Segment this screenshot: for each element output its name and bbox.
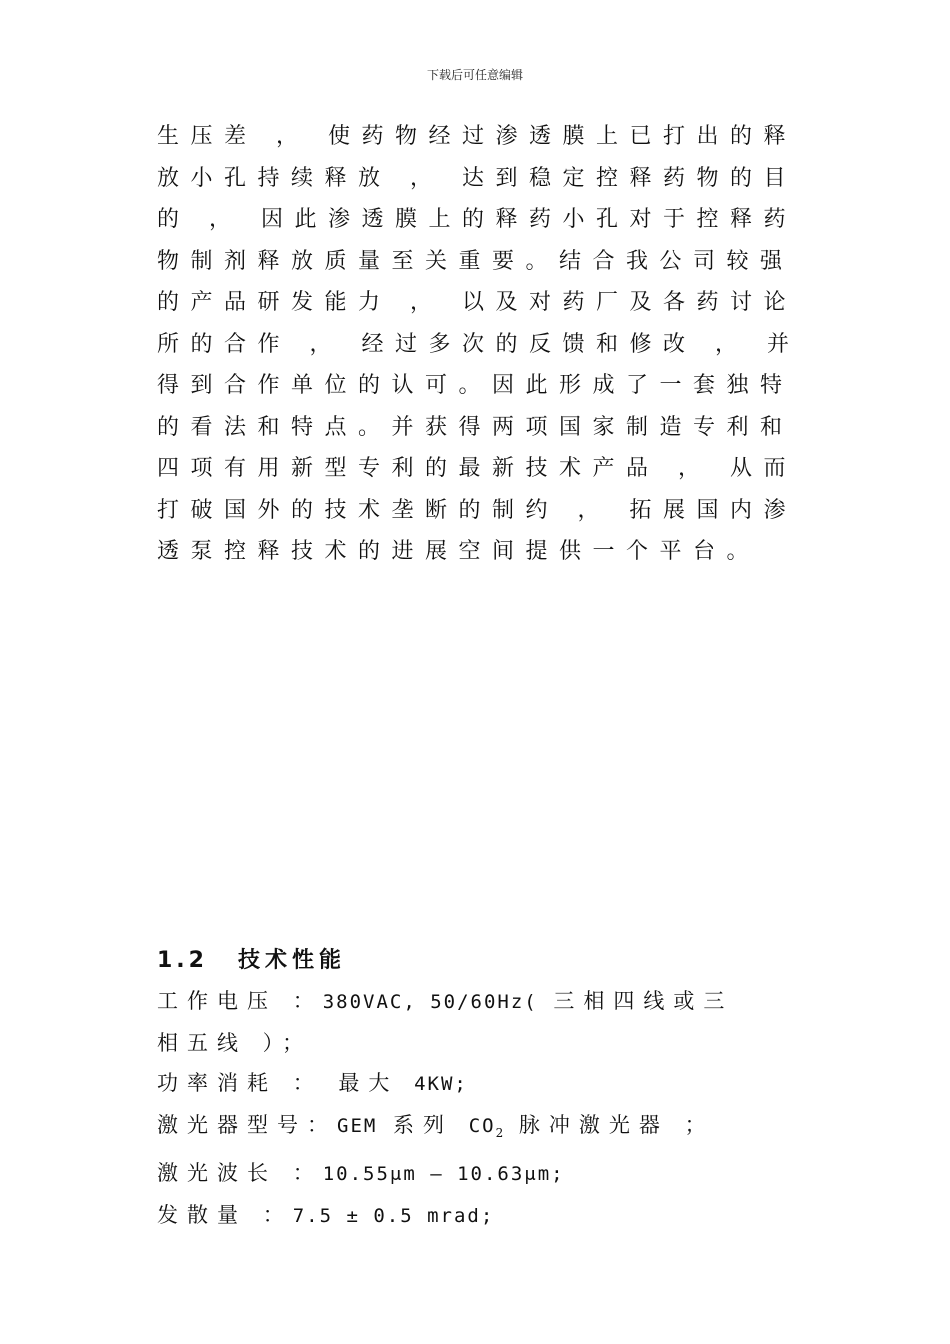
spec-value: 380VAC, 50/60Hz(: [322, 991, 538, 1013]
spec-voltage: [157, 981, 797, 1023]
spec-divergence: [157, 1195, 797, 1237]
page-header-note: 下载后可任意编辑: [426, 68, 523, 82]
paragraph-line: 的 ， 因此渗透膜上的释药小孔对于控释药: [157, 207, 797, 232]
paragraph-line: 的看法和特点。并获得两项国家制造专利和: [157, 414, 794, 440]
section-title: 技术性能: [237, 948, 346, 973]
spec-value: 系列: [393, 1112, 454, 1137]
spec-value: 10.55μm – 10.63μm;: [322, 1163, 565, 1186]
spec-power: [157, 1063, 797, 1105]
spec-list: [157, 981, 797, 1236]
spec-separator: ：: [292, 1071, 323, 1095]
section-number: 1.2: [157, 948, 208, 973]
paragraph-line: 的产品研发能力 ， 以及对药厂及各药讨论: [157, 290, 797, 315]
body-paragraph: [157, 116, 801, 573]
paragraph-line: 打破国外的技术垄断的制约 ， 拓展国内渗: [157, 497, 797, 523]
paragraph-line: 四项有用新型专利的最新技术产品 ， 从而: [157, 456, 797, 481]
paragraph-line: 物制剂释放质量至关重要。结合我公司较强: [157, 248, 794, 274]
spec-laser-model: [157, 1105, 797, 1154]
paragraph-line: 生压差 ， 使药物经过渗透膜上已打出的释: [157, 124, 797, 149]
paragraph-line: 所的合作 ， 经过多次的反馈和修改 ， 并: [157, 331, 801, 357]
spec-separator: ：: [292, 1161, 323, 1186]
spec-separator: ：: [307, 1112, 337, 1137]
paragraph-line: 放小孔持续释放 ， 达到稳定控释药物的目: [157, 165, 797, 191]
spec-label: 功率消耗: [157, 1071, 277, 1095]
spec-label: 激光波长: [157, 1161, 277, 1186]
spec-separator: ：: [292, 989, 323, 1013]
spec-value: GEM: [337, 1114, 378, 1137]
spec-label: 激光器型号: [157, 1112, 307, 1137]
spec-subscript: 2: [495, 1125, 504, 1140]
spec-value: 最大: [338, 1071, 399, 1095]
spec-separator: ：: [262, 1202, 293, 1227]
spec-wavelength: [157, 1153, 797, 1195]
spec-value: CO: [468, 1114, 496, 1137]
paragraph-line: 得到合作单位的认可。因此形成了一套独特: [157, 373, 794, 398]
paragraph-line: 透泵控释技术的进展空间提供一个平台。: [157, 539, 761, 564]
spec-value: 7.5 ± 0.5 mrad;: [292, 1204, 495, 1227]
spec-value-tail: 脉冲激光器 ；: [518, 1112, 715, 1137]
spec-value-tail: 三相四线或三: [553, 989, 734, 1013]
spec-voltage-continued: 相五线 ）；: [157, 1030, 313, 1055]
spec-label: 发散量: [157, 1202, 247, 1227]
section-heading: [157, 943, 346, 974]
spec-value: 4KW;: [414, 1073, 468, 1095]
spec-label: 工作电压: [157, 989, 277, 1013]
